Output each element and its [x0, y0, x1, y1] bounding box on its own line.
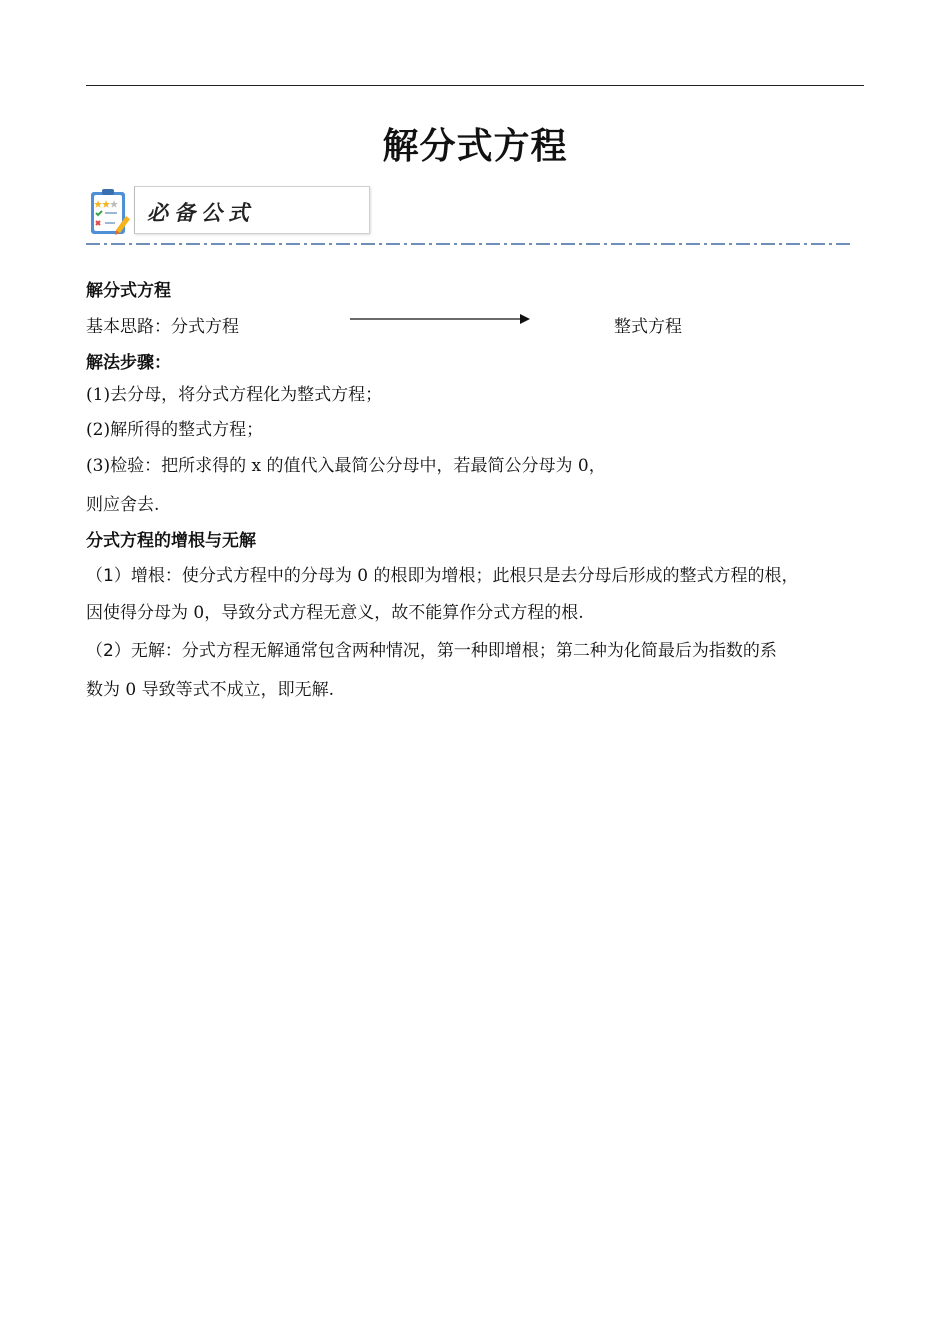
- basic-idea-target: 整式方程: [614, 317, 682, 337]
- section-badge: [134, 186, 370, 234]
- extraneous-root-line-2: 因使得分母为 0，导致分式方程无意义，故不能算作分式方程的根.: [86, 603, 584, 623]
- page-title: 解分式方程: [382, 126, 568, 167]
- basic-idea-label: 基本思路：分式方程: [86, 317, 239, 337]
- no-solution-text-a: 分式方程无解通常包含两种情况，第一种即增根；第二种为化简最后为指数的系: [181, 641, 777, 661]
- steps-heading: 解法步骤：: [86, 353, 171, 373]
- step-3-line-2: 则应舍去.: [86, 495, 160, 515]
- no-solution-label: （2）无解：: [86, 641, 182, 661]
- badge-label: 必备公式: [147, 200, 255, 225]
- checklist-icon: [88, 186, 132, 238]
- section-heading-extraneous: 分式方程的增根与无解: [86, 531, 256, 551]
- header-rule: [86, 85, 864, 86]
- no-solution-line-1: [86, 636, 777, 661]
- no-solution-line-2: 数为 0 导致等式不成立，即无解.: [86, 680, 335, 700]
- extraneous-root-text-a: 使分式方程中的分母为 0 的根即为增根；此根只是去分母后形成的整式方程的根，: [181, 566, 799, 586]
- extraneous-root-line-1: [86, 561, 798, 586]
- section-heading-solve: 解分式方程: [86, 281, 171, 301]
- step-2: (2)解所得的整式方程；: [86, 420, 264, 440]
- dashed-divider: [86, 242, 850, 246]
- extraneous-root-label: （1）增根：: [86, 566, 182, 586]
- step-3-line-1: (3)检验：把所求得的 x 的值代入最简公分母中，若最简公分母为 0，: [86, 456, 606, 476]
- step-1: (1)去分母，将分式方程化为整式方程；: [86, 385, 383, 405]
- arrow-icon: [350, 312, 532, 326]
